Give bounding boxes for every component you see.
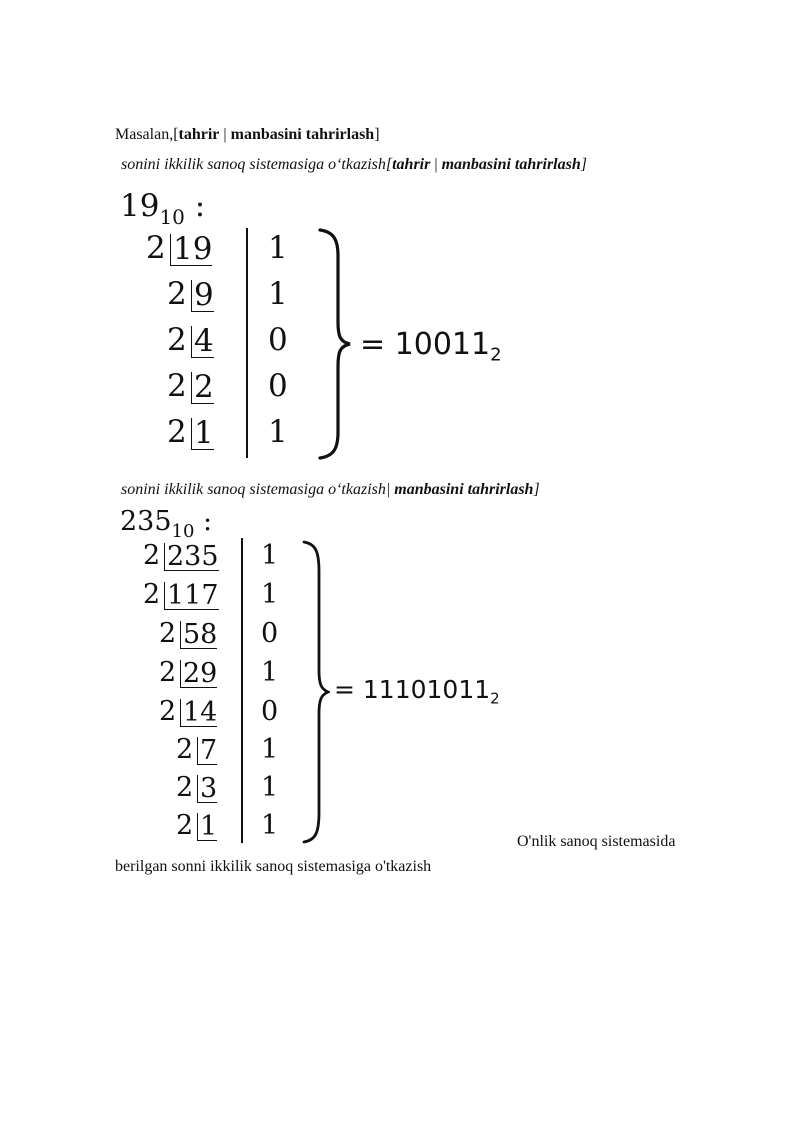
example2-result-base: 2 — [490, 689, 500, 708]
example1-edit-source-link[interactable]: manbasini tahrirlash — [441, 156, 581, 173]
bracket-close: ] — [374, 126, 380, 143]
dividend: 7 — [197, 737, 217, 765]
example2-number: 235 — [120, 506, 172, 537]
divisor: 2 — [167, 368, 187, 404]
remainder: 1 — [261, 579, 279, 610]
example1-edit-link[interactable]: tahrir — [392, 156, 431, 173]
remainder: 0 — [268, 322, 288, 358]
divisor: 2 — [143, 579, 161, 610]
divisor: 2 — [176, 734, 194, 765]
divisor: 2 — [159, 696, 177, 727]
caption-line1: O'nlik sanoq sistemasida — [517, 833, 676, 850]
divisor: 2 — [146, 230, 166, 266]
remainder: 0 — [268, 368, 288, 404]
divisor: 2 — [167, 276, 187, 312]
example1-bracket-close: ] — [580, 156, 587, 173]
dividend: 117 — [164, 582, 219, 610]
dividend: 4 — [191, 326, 214, 358]
example1-separator: | — [430, 156, 442, 173]
remainder: 0 — [261, 696, 279, 727]
remainder: 1 — [268, 230, 288, 266]
separator: | — [219, 126, 231, 143]
example1-result — [360, 327, 502, 365]
example2-edit-source-link[interactable]: manbasini tahrirlash — [394, 481, 534, 498]
example2-result-value: = 11101011 — [334, 675, 491, 704]
divisor: 2 — [143, 540, 161, 571]
example2-heading-text: sonini ikkilik sanoq sistemasiga o‘tkazish| — [121, 481, 391, 498]
remainder: 1 — [268, 414, 288, 450]
divisor: 2 — [167, 322, 187, 358]
divisor: 2 — [159, 657, 177, 688]
dividend: 2 — [191, 372, 214, 404]
edit-link[interactable]: tahrir — [178, 126, 220, 143]
remainder: 1 — [261, 657, 279, 688]
divisor: 2 — [176, 810, 194, 841]
divisor: 2 — [159, 618, 177, 649]
remainder: 1 — [261, 810, 279, 841]
dividend: 14 — [180, 699, 217, 727]
example1-base: 10 — [159, 205, 185, 229]
example1-brace — [312, 226, 352, 462]
dividend: 1 — [191, 418, 214, 450]
example2-base: 10 — [171, 521, 195, 542]
divisor: 2 — [176, 772, 194, 803]
example2-heading — [121, 481, 540, 499]
dividend: 3 — [197, 775, 217, 803]
example1-number: 19 — [120, 188, 160, 224]
dividend: 235 — [164, 543, 219, 571]
dividend: 58 — [180, 621, 217, 649]
example2-colon: : — [203, 506, 213, 537]
example1-result-base: 2 — [490, 344, 502, 366]
dividend: 19 — [170, 234, 212, 266]
example1-header — [120, 188, 205, 229]
example2-bracket-close: ] — [533, 481, 540, 498]
dividend: 29 — [180, 660, 217, 688]
example1-result-value: = 10011 — [360, 327, 491, 362]
divisor: 2 — [167, 414, 187, 450]
remainder: 1 — [261, 540, 279, 571]
example1-colon: : — [194, 188, 206, 224]
example1-divider-line — [246, 228, 248, 458]
intro-prefix: Masalan,[ — [115, 126, 179, 143]
remainder: 1 — [268, 276, 288, 312]
remainder: 1 — [261, 734, 279, 765]
edit-source-link[interactable]: manbasini tahrirlash — [230, 126, 375, 143]
example1-heading-text: sonini ikkilik sanoq sistemasiga o‘tkazish[ — [121, 156, 393, 173]
remainder: 1 — [261, 772, 279, 803]
dividend: 1 — [197, 813, 217, 841]
caption-line2: berilgan sonni ikkilik sanoq sistemasiga o'tkazish — [115, 858, 432, 875]
dividend: 9 — [191, 280, 214, 312]
remainder: 0 — [261, 618, 279, 649]
